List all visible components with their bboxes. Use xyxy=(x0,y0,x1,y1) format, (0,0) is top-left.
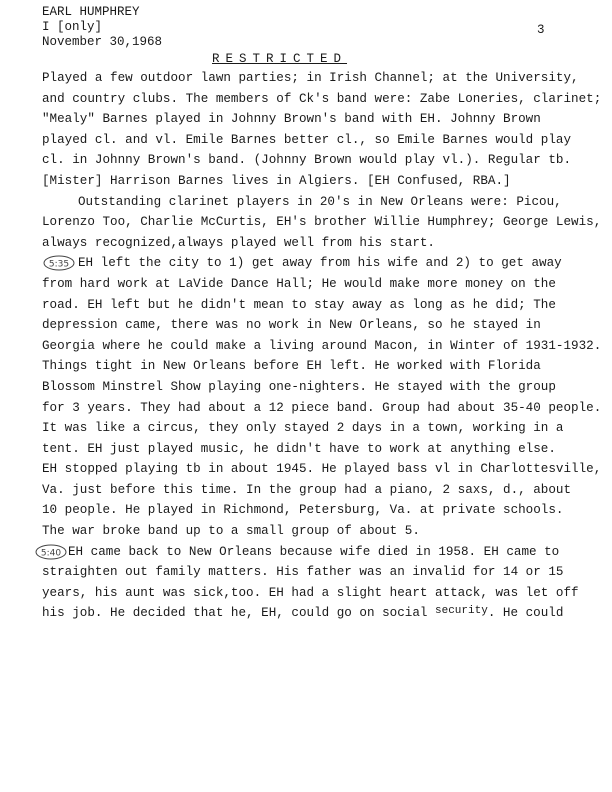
text-line-part: . He could xyxy=(487,606,564,621)
text-line: [Mister] Harrison Barnes lives in Algiers. [EH Confused, RBA.] xyxy=(42,173,511,188)
text-line: straighten out family matters. His father was an invalid for 14 or 15 xyxy=(42,565,564,580)
text-line: tent. EH just played music, he didn't have to work at anything else. xyxy=(42,441,556,456)
text-line: played cl. and vl. Emile Barnes better cl., so Emile Barnes would play xyxy=(42,132,572,147)
text-line: Va. just before this time. In the group had a piano, 2 saxs, d., about xyxy=(42,482,572,497)
text-line: EH stopped playing tb in about 1945. He played bass vl in Charlottesville, xyxy=(42,462,602,477)
circle-mark-icon xyxy=(34,544,68,560)
text-line: "Mealy" Barnes played in Johnny Brown's band with EH. Johnny Brown xyxy=(42,112,541,127)
text-line-with-margin-note xyxy=(42,542,604,563)
interviewee-name: EARL HUMPHREY xyxy=(42,5,140,19)
raised-word: security xyxy=(435,605,488,618)
transcript-body xyxy=(42,68,604,624)
text-line: depression came, there was no work in New Orleans, so he stayed in xyxy=(42,318,541,333)
margin-note-text: 5:40 xyxy=(40,548,62,559)
text-line: Things tight in New Orleans before EH left. He worked with Florida xyxy=(42,359,541,374)
text-line: It was like a circus, they only stayed 2 days in a town, working in a xyxy=(42,421,564,436)
page-number: 3 xyxy=(537,23,545,37)
margin-note-circled xyxy=(42,255,76,271)
text-line: and country clubs. The members of Ck's band were: Zabe Loneries, clarinet; xyxy=(42,91,602,106)
text-line: 10 people. He played in Richmond, Petersburg, Va. at private schools. xyxy=(42,503,564,518)
reel-label: I [only] xyxy=(42,20,103,34)
text-line: road. EH left but he didn't mean to stay away as long as he did; The xyxy=(42,297,556,312)
text-line: The war broke band up to a small group of about 5. xyxy=(42,524,420,539)
circle-mark-icon xyxy=(42,255,76,271)
text-line: always recognized,always played well from his start. xyxy=(42,235,435,250)
text-line: for 3 years. They had about a 12 piece band. Group had about 35-40 people. xyxy=(42,400,602,415)
text-line xyxy=(42,603,604,624)
text-line: from hard work at LaVide Dance Hall; He would make more money on the xyxy=(42,276,556,291)
text-line: Georgia where he could make a living around Macon, in Winter of 1931-1932. xyxy=(42,338,602,353)
text-line: EH came back to New Orleans because wife died in 1958. EH came to xyxy=(68,544,560,559)
document-header xyxy=(42,5,162,50)
text-line: years, his aunt was sick,too. EH had a slight heart attack, was let off xyxy=(42,585,579,600)
text-line-part: his job. He decided that he, EH, could go on social xyxy=(42,606,435,621)
text-line: Blossom Minstrel Show playing one-nighters. He stayed with the group xyxy=(42,379,556,394)
margin-note-circled xyxy=(34,544,68,560)
text-line: cl. in Johnny Brown's band. (Johnny Brown would play vl.). Regular tb. xyxy=(42,153,572,168)
interview-date: November 30,1968 xyxy=(42,35,163,49)
text-line: Played a few outdoor lawn parties; in Irish Channel; at the University, xyxy=(42,71,579,85)
text-line: Outstanding clarinet players in 20's in New Orleans were: Picou, xyxy=(78,194,562,209)
text-line: Lorenzo Too, Charlie McCurtis, EH's brother Willie Humphrey; George Lewis, xyxy=(42,215,602,230)
text-line: EH left the city to 1) get away from his wife and 2) to get away xyxy=(78,256,562,271)
margin-note-text: 5:35 xyxy=(48,259,70,270)
text-line-with-margin-note xyxy=(42,253,604,274)
restricted-title: RESTRICTED xyxy=(212,52,348,66)
